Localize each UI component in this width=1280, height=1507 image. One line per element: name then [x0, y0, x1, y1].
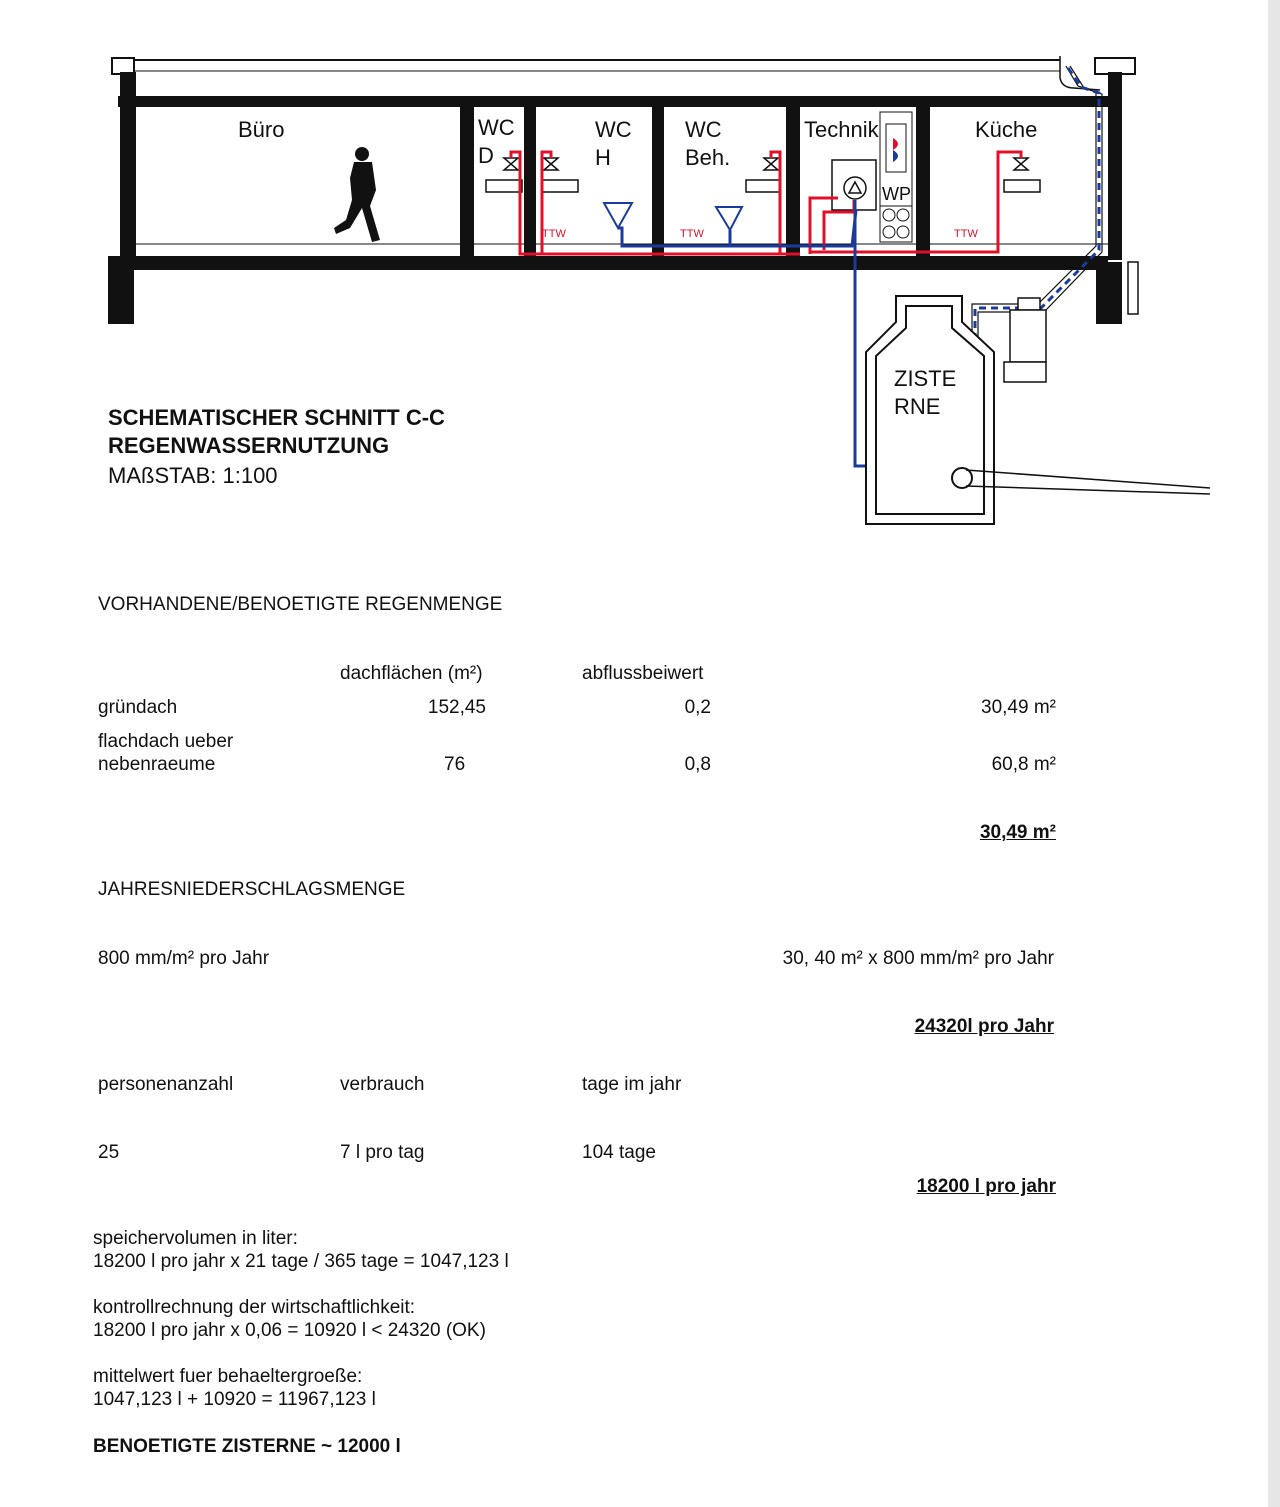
pipe-label-ttw-1: TTW — [542, 228, 566, 240]
tap-fixtures — [486, 158, 1040, 192]
row-label-flachdach-1: flachdach ueber — [98, 731, 234, 752]
room-label-wc-d-1: WC — [478, 115, 515, 140]
drawing-subtitle: REGENWASSERNUTZUNG — [108, 433, 390, 458]
room-label-wc-d-2: D — [478, 143, 494, 168]
row-result-gruendach: 30,49 m² — [981, 697, 1056, 718]
col-header-consumption: verbrauch — [340, 1074, 425, 1095]
row-label-flachdach-2: nebenraeume — [98, 754, 216, 775]
required-cistern-result: BENOETIGTE ZISTERNE ~ 12000 l — [93, 1436, 401, 1457]
pipe-label-ttw-2: TTW — [680, 228, 704, 240]
row-coeff-gruendach: 0,2 — [684, 697, 711, 718]
room-label-wc-beh-2: Beh. — [685, 145, 731, 170]
precip-calc: 30, 40 m² x 800 mm/m² pro Jahr — [782, 948, 1054, 969]
usage-persons: 25 — [98, 1142, 120, 1163]
cistern-label-1: ZISTE — [894, 366, 957, 391]
col-header-coeff: abflussbeiwert — [582, 663, 704, 684]
filter-unit — [1004, 298, 1046, 382]
storage-label: speichervolumen in liter: — [93, 1228, 298, 1249]
room-label-buero: Büro — [238, 117, 285, 142]
check-label: kontrollrechnung der wirtschaftlichkeit: — [93, 1297, 416, 1318]
roof — [112, 56, 1135, 107]
room-label-wc-beh-1: WC — [685, 117, 722, 142]
room-label-wc-h-1: WC — [595, 117, 632, 142]
precip-heading: JAHRESNIEDERSCHLAGSMENGE — [98, 879, 406, 900]
row-coeff-flachdach: 0,8 — [684, 754, 711, 775]
equipment-label-wp: WP — [882, 184, 911, 204]
pipe-label-ttw-3: TTW — [954, 228, 978, 240]
room-label-technik: Technik — [804, 117, 879, 142]
person-silhouette — [334, 147, 380, 242]
row-area-gruendach: 152,45 — [427, 697, 486, 718]
mean-formula: 1047,123 l + 10920 = 11967,123 l — [93, 1389, 376, 1410]
cistern-label-2: RNE — [894, 394, 941, 419]
mean-label: mittelwert fuer behaeltergroeße: — [93, 1366, 363, 1387]
rain-total: 30,49 m² — [979, 822, 1056, 843]
col-header-persons: personenanzahl — [98, 1074, 234, 1095]
room-label-kueche: Küche — [975, 117, 1038, 142]
precip-value: 800 mm/m² pro Jahr — [98, 948, 270, 969]
storage-formula: 18200 l pro jahr x 21 tage / 365 tage = 1047,123 l — [93, 1251, 509, 1272]
row-area-flachdach: 76 — [444, 754, 466, 775]
precip-total: 24320l pro Jahr — [914, 1016, 1054, 1037]
check-formula: 18200 l pro jahr x 0,06 = 10920 l < 24320 (OK) — [93, 1320, 486, 1341]
usage-total: 18200 l pro jahr — [916, 1176, 1056, 1197]
drawing-title: SCHEMATISCHER SCHNITT C-C — [108, 405, 445, 430]
rain-heading: VORHANDENE/BENOETIGTE REGENMENGE — [98, 594, 503, 615]
usage-days: 104 tage — [582, 1142, 656, 1163]
room-label-wc-h-2: H — [595, 145, 611, 170]
col-header-days: tage im jahr — [582, 1074, 682, 1095]
col-header-area: dachflächen (m²) — [340, 663, 483, 684]
wc-cisterns — [604, 203, 742, 230]
usage-consumption: 7 l pro tag — [340, 1142, 425, 1163]
row-result-flachdach: 60,8 m² — [991, 754, 1056, 775]
row-label-gruendach: gründach — [98, 697, 178, 718]
drawing-scale: MAßSTAB: 1:100 — [108, 463, 278, 488]
